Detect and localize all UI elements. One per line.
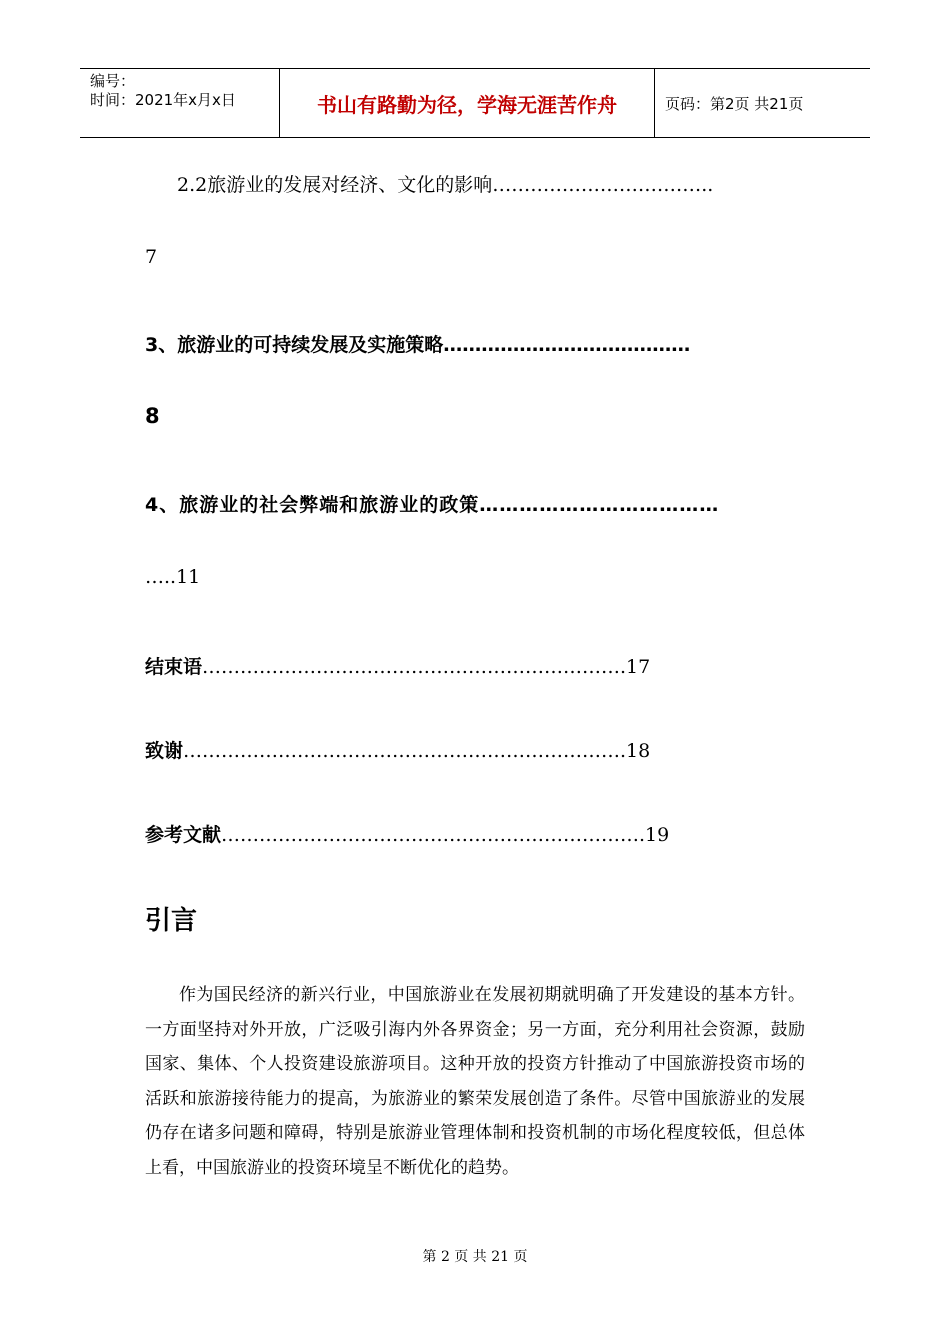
toc-item-4-page: …..11 — [145, 566, 201, 588]
toc-item-2-2[interactable]: 2.2旅游业的发展对经济、文化的影响…………………………….. — [177, 174, 714, 196]
toc-item-2-2-page: 7 — [145, 246, 158, 268]
toc-conclusion-title: 结束语 — [145, 656, 203, 678]
page-footer: 第 2 页 共 21 页 — [422, 1249, 528, 1265]
toc-item-thanks[interactable] — [145, 736, 650, 763]
header-motto: 书山有路勤为径，学海无涯苦作舟 — [280, 69, 655, 137]
header-time-label: 时间：2021年x月x日 — [90, 91, 236, 109]
toc-item-conclusion[interactable] — [145, 652, 650, 679]
toc-item-4[interactable]: 4、旅游业的社会弊端和旅游业的政策……………………………… — [145, 494, 720, 516]
page-header — [80, 68, 870, 138]
header-number-label: 编号： — [90, 72, 136, 90]
toc-refs-dots: ………………………………………………………… — [221, 824, 640, 846]
toc-thanks-page: .18 — [620, 740, 651, 762]
toc-item-references[interactable] — [145, 820, 669, 847]
toc-item-3[interactable]: 3、旅游业的可持续发展及实施策略………………………………… — [145, 334, 691, 356]
toc-conclusion-dots: ………………………………………………………… — [202, 656, 621, 678]
toc-thanks-dots: …………………………………………………………… — [183, 740, 621, 762]
header-page-info: 页码：第2页 共21页 — [665, 94, 804, 113]
intro-heading: 引言 — [145, 906, 198, 936]
intro-paragraph: 作为国民经济的新兴行业，中国旅游业在发展初期就明确了开发建设的基本方针。一方面坚持对外开放，广泛吸引海内外各界资金；另一方面，充分利用社会资源，鼓励国家、集体、个人投资建设旅游项目。这种开放的投资方针推动了中国旅游投资市场的活跃和旅游接待能力的提高，为旅游业的繁荣发展创造了条件。尽管中国旅游业的发展仍存在诸多问题和障碍，特别是旅游业管理体制和投资机制的市场化程度较低，但总体上看，中国旅游业的投资环境呈不断优化的趋势。 — [145, 985, 805, 1178]
toc-conclusion-page: .17 — [620, 656, 651, 678]
toc-thanks-title: 致谢 — [145, 740, 184, 762]
toc-item-3-page: 8 — [145, 404, 160, 428]
toc-refs-page: .19 — [639, 824, 670, 846]
toc-refs-title: 参考文献 — [145, 824, 222, 846]
header-meta — [80, 69, 280, 137]
